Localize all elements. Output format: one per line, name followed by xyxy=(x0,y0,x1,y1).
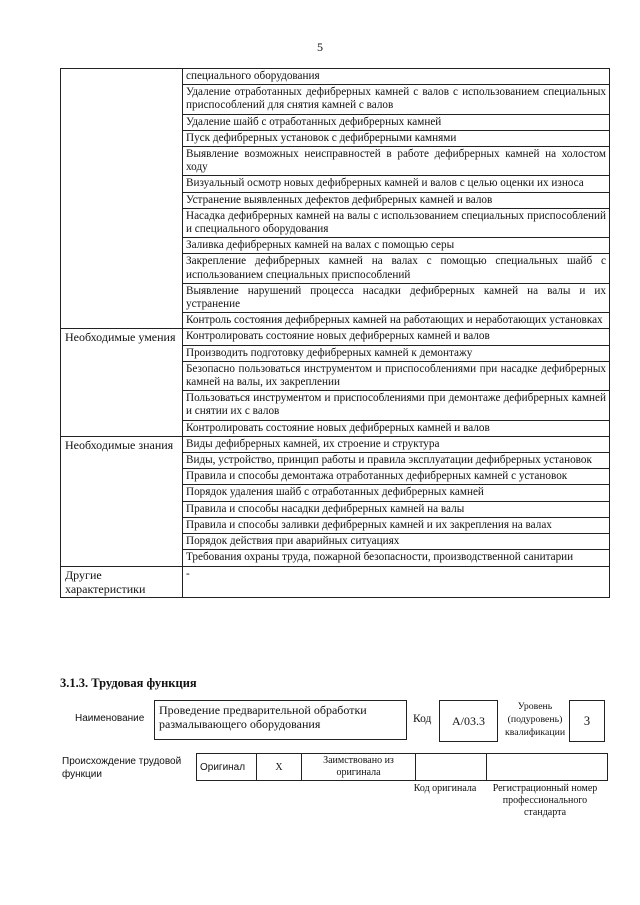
original-mark-cell: Х xyxy=(257,754,302,781)
knowledge-row xyxy=(61,436,610,452)
skill-item: Пользоваться инструментом и приспособлениями при демонтаже дефибрерных камней и снятии их с валов xyxy=(183,391,610,420)
other-row xyxy=(61,566,610,597)
knowledge-item: Порядок удаления шайб с отработанных дефибрерных камней xyxy=(183,485,610,501)
skill-item: Безопасно пользоваться инструментом и приспособлениями при насадке дефибрерных камней на валы, их закреплении xyxy=(183,361,610,390)
original-code-caption: Код оригинала xyxy=(413,783,477,794)
page-number: 5 xyxy=(317,40,323,54)
activity-label xyxy=(61,69,183,329)
original-cell: Оригинал xyxy=(197,754,257,781)
activity-item: Заливка дефибрерных камней на валах с помощью серы xyxy=(183,238,610,254)
skill-label: Необходимые умения xyxy=(61,329,183,436)
registration-number-cell xyxy=(487,754,608,781)
borrowed-cell: Заимствовано из оригинала xyxy=(302,754,416,781)
code-label: Код xyxy=(413,713,432,725)
registration-number-caption: Регистрационный номер профессионального стандарта xyxy=(492,783,598,818)
qualification-level-label: Уровень (подуровень) квалификации xyxy=(505,701,566,738)
activity-item: Выявление возможных неисправностей в работе дефибрерных камней на холостом ходу xyxy=(183,147,610,176)
knowledge-label: Необходимые знания xyxy=(61,436,183,566)
activity-item: Контроль состояния дефибрерных камней на работающих и неработающих установках xyxy=(183,313,610,329)
skill-item: Контролировать состояние новых дефибрерных камней и валов xyxy=(183,420,610,436)
skill-row xyxy=(61,329,610,345)
origin-table xyxy=(196,753,608,781)
origin-label: Происхождение трудовой функции xyxy=(62,756,182,780)
knowledge-item: Требования охраны труда, пожарной безопасности, производственной санитарии xyxy=(183,550,610,566)
qualification-level-box: 3 xyxy=(569,700,605,742)
activity-row xyxy=(61,69,610,85)
activity-item: Закрепление дефибрерных камней на валах с помощью специальных шайб с использованием специальных приспособлений xyxy=(183,254,610,283)
other-value: - xyxy=(183,566,610,597)
skill-item: Производить подготовку дефибрерных камней к демонтажу xyxy=(183,345,610,361)
activity-item: Удаление отработанных дефибрерных камней с валов с использованием специальных приспособлений для снятия камней с валов xyxy=(183,85,610,114)
skill-item: Контролировать состояние новых дефибрерных камней и валов xyxy=(183,329,610,345)
activity-item: Пуск дефибрерных установок с дефибрерными камнями xyxy=(183,130,610,146)
code-value-box: А/03.3 xyxy=(439,700,498,742)
function-name-box: Проведение предварительной обработки размалывающего оборудования xyxy=(154,700,407,740)
knowledge-item: Порядок действия при аварийных ситуациях xyxy=(183,534,610,550)
other-label: Другие характеристики xyxy=(61,566,183,597)
labor-function-table xyxy=(60,68,610,598)
activity-item: Устранение выявленных дефектов дефибрерных камней и валов xyxy=(183,192,610,208)
knowledge-item: Правила и способы заливки дефибрерных камней и их закрепления на валах xyxy=(183,517,610,533)
activity-item: Удаление шайб с отработанных дефибрерных камней xyxy=(183,114,610,130)
activity-item: Визуальный осмотр новых дефибрерных камней и валов с целью оценки их износа xyxy=(183,176,610,192)
activity-item: специального оборудования xyxy=(183,69,610,85)
knowledge-item: Виды дефибрерных камней, их строение и структура xyxy=(183,436,610,452)
activity-item: Насадка дефибрерных камней на валы с использованием специальных приспособлений и специального оборудования xyxy=(183,208,610,237)
section-heading: 3.1.3. Трудовая функция xyxy=(60,676,197,690)
name-label: Наименование xyxy=(75,713,145,724)
original-code-cell xyxy=(416,754,487,781)
activity-item: Выявление нарушений процесса насадки дефибрерных камней на валы и их устранение xyxy=(183,283,610,312)
knowledge-item: Правила и способы насадки дефибрерных камней на валы xyxy=(183,501,610,517)
knowledge-item: Виды, устройство, принцип работы и правила эксплуатации дефибрерных установок xyxy=(183,453,610,469)
knowledge-item: Правила и способы демонтажа отработанных дефибрерных камней с установок xyxy=(183,469,610,485)
